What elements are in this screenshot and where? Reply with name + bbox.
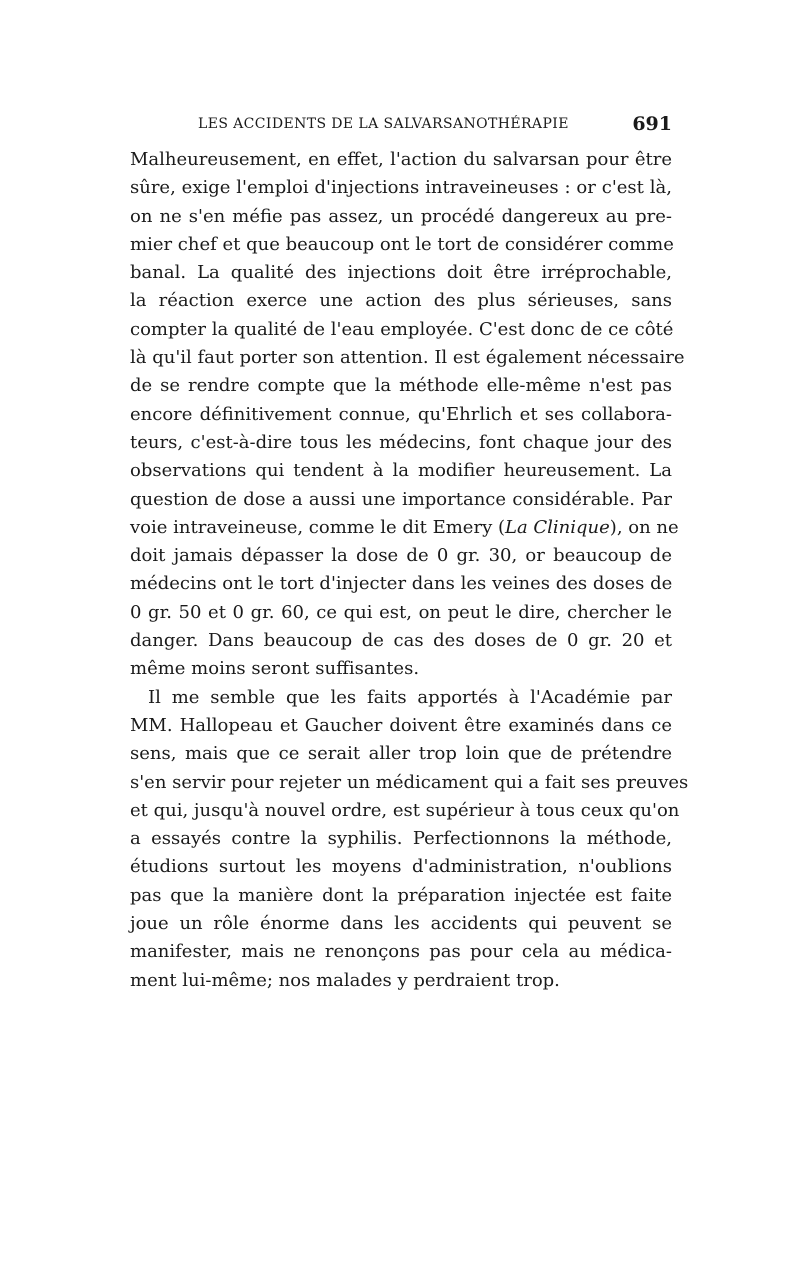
text-line: question de dose a aussi une importance considérable. Par <box>130 488 672 510</box>
text-line: là qu'il faut porter son attention. Il est également nécessaire <box>130 347 685 369</box>
text-line: teurs, c'est-à-dire tous les médecins, font chaque jour des <box>130 431 672 453</box>
text-line: 0 gr. 50 et 0 gr. 60, ce qui est, on peut le dire, chercher le <box>130 601 672 623</box>
text-line: sens, mais que ce serait aller trop loin que de prétendre <box>130 743 672 765</box>
text-line: Il me semble que les faits apportés à l'Académie par <box>148 686 672 708</box>
text-line: sûre, exige l'emploi d'injections intraveineuses : or c'est là, <box>130 177 672 199</box>
text-line: s'en servir pour rejeter un médicament qui a fait ses preuves <box>130 771 689 793</box>
text-line: pas que la manière dont la préparation injectée est faite <box>130 884 672 906</box>
text-line: de se rendre compte que la méthode elle-même n'est pas <box>130 375 672 397</box>
text-line: même moins seront suffisantes. <box>130 658 420 680</box>
text-line: médecins ont le tort d'injecter dans les veines des doses de <box>130 573 673 595</box>
text-line: et qui, jusqu'à nouvel ordre, est supérieur à tous ceux qu'on <box>130 799 680 821</box>
text-line: observations qui tendent à la modifier heureusement. La <box>130 460 672 482</box>
text-line: danger. Dans beaucoup de cas des doses de 0 gr. 20 et <box>130 630 672 652</box>
running-head <box>198 114 672 138</box>
paragraph-1 <box>130 146 685 684</box>
body-text <box>130 146 689 995</box>
paragraph-2 <box>130 684 689 995</box>
text-line: a essayés contre la syphilis. Perfectionnons la méthode, <box>130 828 672 850</box>
text-line-with-citation <box>130 514 679 542</box>
text-line: MM. Hallopeau et Gaucher doivent être examinés dans ce <box>130 714 672 736</box>
text-line: étudions surtout les moyens d'administration, n'oublions <box>130 856 672 878</box>
text-fragment: voie intraveineuse, comme le dit Emery ( <box>130 516 505 538</box>
running-title: LES ACCIDENTS DE LA SALVARSANOTHÉRAPIE <box>198 116 569 132</box>
journal-title: La Clinique <box>504 516 610 538</box>
text-line: mier chef et que beaucoup ont le tort de considérer comme <box>130 233 674 255</box>
text-line: ment lui-même; nos malades y perdraient trop. <box>130 969 560 991</box>
text-fragment: ), on ne <box>609 516 679 538</box>
text-line: joue un rôle énorme dans les accidents qui peuvent se <box>130 913 672 935</box>
text-line: la réaction exerce une action des plus sérieuses, sans <box>130 290 672 312</box>
text-line: banal. La qualité des injections doit être irréprochable, <box>130 262 672 284</box>
text-line: encore définitivement connue, qu'Ehrlich et ses collabora- <box>130 403 672 425</box>
text-line: compter la qualité de l'eau employée. C'est donc de ce côté <box>130 318 674 340</box>
text-line: on ne s'en méfie pas assez, un procédé dangereux au pre- <box>130 205 672 227</box>
text-line: Malheureusement, en effet, l'action du salvarsan pour être <box>130 149 672 170</box>
text-line: manifester, mais ne renonçons pas pour cela au médica- <box>130 941 672 963</box>
text-line: doit jamais dépasser la dose de 0 gr. 30, or beaucoup de <box>130 545 672 567</box>
page-number: 691 <box>632 113 672 135</box>
